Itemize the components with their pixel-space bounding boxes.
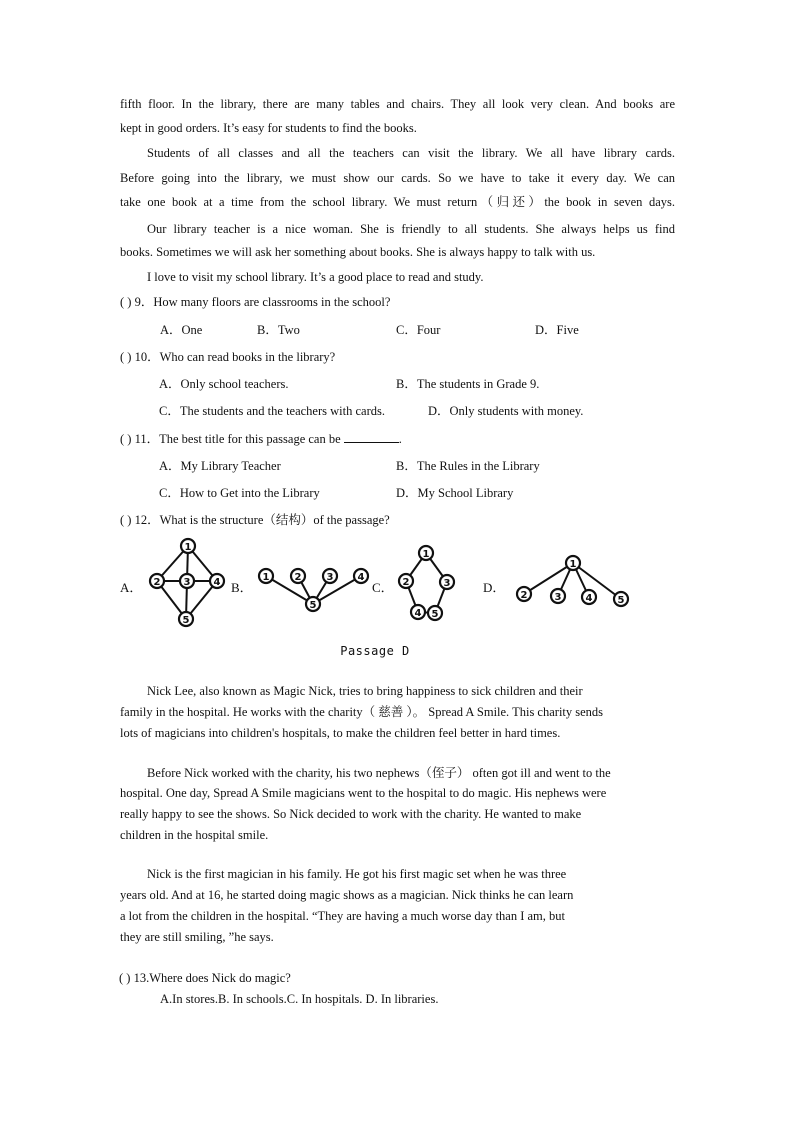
structure-diagram-c [390,537,470,627]
question-11 [120,431,402,447]
passage-line: lots of magicians into children's hospitals, to make the children feel better in hard times. [120,726,561,740]
node-5 [428,606,442,620]
question-stem: 10．Who can read books in the library? [134,350,336,364]
node-1 [566,556,580,570]
question-stem: 9．How many floors are classrooms in the school? [134,295,391,309]
svg-text:2: 2 [520,590,528,601]
svg-text:5: 5 [182,615,190,626]
question-12 [120,512,390,528]
node-4 [354,569,368,583]
node-4 [210,574,224,588]
option-d: D．My School Library [396,486,514,500]
svg-text:5: 5 [617,595,625,606]
svg-text:2: 2 [402,577,410,588]
answer-paren[interactable]: ( ) [120,295,132,309]
option-c: C．The students and the teachers with cards. [159,404,385,418]
passage-line: a lot from the children in the hospital. “They are having a much worse day than I am, but [120,909,566,923]
option-c: C．Four [396,323,441,337]
passage-line: children in the hospital smile. [120,828,269,842]
option-a: A．My Library Teacher [159,459,281,473]
answer-blank[interactable] [344,431,399,443]
option-b: B．Two [257,323,300,337]
passage-line: kept in good orders. It’s easy for students to find the books. [120,121,417,135]
answer-paren[interactable]: ( ) [120,513,132,527]
svg-text:3: 3 [554,592,562,603]
node-2 [291,569,305,583]
answer-paren[interactable]: ( ) [120,350,132,364]
question-9 [120,294,390,310]
svg-text:2: 2 [153,577,161,588]
svg-text:3: 3 [326,572,334,583]
passage-line: they are still smiling, ”he says. [120,930,274,944]
option-b: B．The students in Grade 9. [396,377,540,391]
diagram-c-label[interactable]: C． [372,580,394,595]
passage-line: fifth floor. In the library, there are many tables and chairs. They all look very clean. And books are [120,97,675,111]
passage-line: Before going into the library, we must show our cards. So we have to take it every day. We can [120,171,675,185]
passage-line: Before Nick worked with the charity, his two nephews（侄子） often got ill and went to the [147,766,611,780]
svg-text:1: 1 [262,572,270,583]
structure-diagram-a [140,530,240,630]
node-4 [411,605,425,619]
svg-text:5: 5 [431,609,439,620]
question-10 [120,349,335,365]
node-1 [181,539,195,553]
option-d: D．Only students with money. [428,404,584,418]
passage-line: family in the hospital. He works with the charity（ 慈善 ）。 Spread A Smile. This charity sends [120,705,604,719]
passage-line: I love to visit my school library. It’s a good place to read and study. [147,270,484,284]
option-a: A．One [160,323,203,337]
option-a: A．Only school teachers. [159,377,289,391]
svg-text:1: 1 [184,542,192,553]
node-5 [614,592,628,606]
node-3 [180,574,194,588]
node-1 [259,569,273,583]
svg-text:1: 1 [422,549,430,560]
node-2 [150,574,164,588]
node-5 [179,612,193,626]
question-13 [119,970,291,986]
svg-text:3: 3 [443,578,451,589]
structure-diagram-b [255,560,375,620]
answer-paren[interactable]: ( ) [120,432,132,446]
passage-line: hospital. One day, Spread A Smile magicians went to the hospital to do magic. His nephews were [120,786,607,800]
diagram-a-label[interactable]: A． [120,580,143,595]
node-1 [419,546,433,560]
answer-paren[interactable]: ( ) [119,971,131,985]
svg-text:3: 3 [183,577,191,588]
option-c: C．How to Get into the Library [159,486,320,500]
question-stem: 11．The best title for this passage can be [134,432,341,446]
svg-text:4: 4 [585,593,593,604]
passage-line: take one book at a time from the school library. We must return（归还）the book in seven days. [120,195,675,209]
option-d: D．Five [535,323,579,337]
option-b: B．The Rules in the Library [396,459,540,473]
diagram-b-label[interactable]: B． [231,580,253,595]
options-line: A.In stores.B. In schools.C. In hospitals. D. In libraries. [160,992,439,1006]
svg-text:1: 1 [569,559,577,570]
passage-line: really happy to see the shows. So Nick decided to work with the charity. He wanted to make [120,807,582,821]
node-2 [399,574,413,588]
svg-text:4: 4 [414,608,422,619]
passage-line: Students of all classes and all the teachers can visit the library. We all have library cards. [147,146,675,160]
passage-line: Nick Lee, also known as Magic Nick, tries to bring happiness to sick children and their [147,684,583,698]
diagram-d-label[interactable]: D． [483,580,506,595]
question-stem: 13.Where does Nick do magic? [133,971,291,985]
structure-diagram-d [508,548,638,613]
passage-title: Passage D [340,644,410,658]
node-3 [551,589,565,603]
passage-line: books. Sometimes we will ask her something about books. She is always happy to talk with us. [120,245,596,259]
svg-text:2: 2 [294,572,302,583]
svg-text:4: 4 [357,572,365,583]
node-3 [440,575,454,589]
node-4 [582,590,596,604]
stem-end: . [398,432,402,446]
passage-line: years old. And at 16, he started doing magic shows as a magician. Nick thinks he can learn [120,888,574,902]
node-5 [306,597,320,611]
svg-text:5: 5 [309,600,317,611]
node-2 [517,587,531,601]
svg-text:4: 4 [213,577,221,588]
passage-line: Nick is the first magician in his family. He got his first magic set when he was three [147,867,567,881]
passage-line: Our library teacher is a nice woman. She is friendly to all students. She always helps us find [147,222,675,236]
question-stem: 12．What is the structure（结构）of the passage? [134,513,390,527]
node-3 [323,569,337,583]
